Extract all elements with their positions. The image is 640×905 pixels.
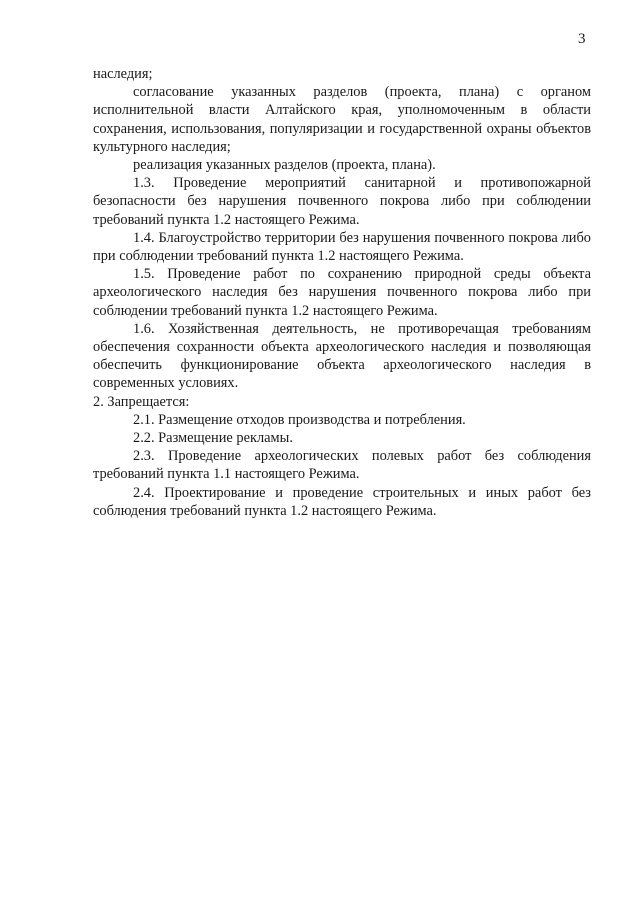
paragraph-1-6: 1.6. Хозяйственная деятельность, не противоречащая требованиям обеспечения сохранности объекта археологического наследия и позволяющая обеспечить функционирование объекта археологического наследия в современных условиях. — [93, 320, 591, 392]
paragraph-2-3: 2.3. Проведение археологических полевых работ без соблюдения требований пункта 1.1 настоящего Режима. — [93, 448, 591, 483]
paragraph-agreement: согласование указанных разделов (проекта, плана) с органом исполнительной власти Алтайского края, уполномоченным в области сохранения, использования, популяризации и государственной охраны объектов культурного наследия; — [93, 84, 591, 155]
paragraph-2-2: 2.2. Размещение рекламы. — [133, 430, 293, 447]
paragraph-1-3: 1.3. Проведение мероприятий санитарной и противопожарной безопасности без нарушения почвенного покрова либо при соблюдении требований пункта 1.2 настоящего Режима. — [93, 175, 591, 228]
paragraph-1-5: 1.5. Проведение работ по сохранению природной среды объекта археологического наследия без нарушения почвенного покрова либо при соблюдении требований пункта 1.2 настоящего Режима. — [93, 266, 591, 319]
paragraph-implementation: реализация указанных разделов (проекта, плана). — [133, 157, 436, 174]
document-body — [93, 65, 591, 520]
paragraph-2-4: 2.4. Проектирование и проведение строительных и иных работ без соблюдения требований пункта 1.2 настоящего Режима. — [93, 484, 591, 519]
paragraph-1-4: 1.4. Благоустройство территории без нарушения почвенного покрова либо при соблюдении требований пункта 1.2 настоящего Режима. — [93, 229, 591, 265]
paragraph-continuation: наследия; — [93, 66, 153, 82]
section-2-heading: 2. Запрещается: — [93, 393, 190, 410]
paragraph-2-1: 2.1. Размещение отходов производства и потребления. — [133, 411, 466, 428]
page-number: 3 — [578, 31, 586, 47]
